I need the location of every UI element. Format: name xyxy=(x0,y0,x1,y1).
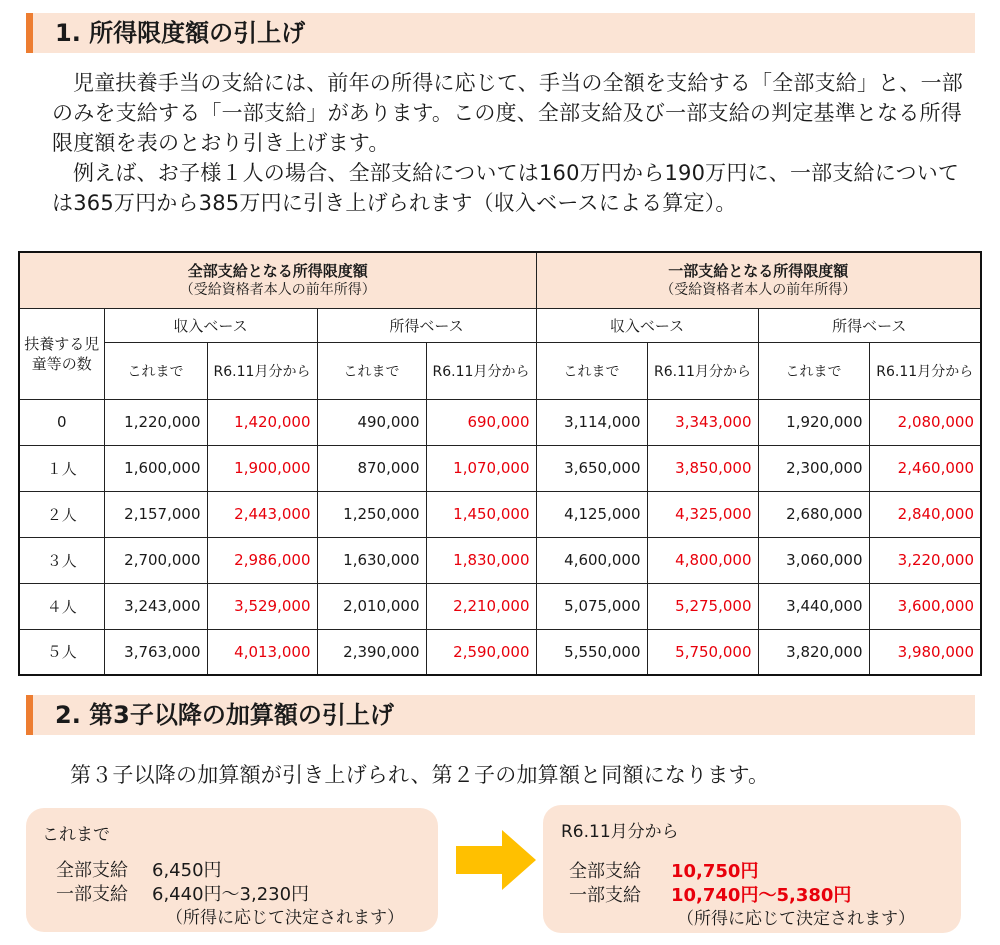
new-limit-cell: 2,080,000 xyxy=(869,399,981,445)
new-limit-cell: 3,529,000 xyxy=(207,583,317,629)
old-limit-cell: 2,390,000 xyxy=(317,629,426,675)
new-limit-cell: 4,800,000 xyxy=(647,537,758,583)
after-box-label: R6.11月分から xyxy=(561,822,679,842)
new-limit-cell: 1,900,000 xyxy=(207,445,317,491)
partial-earnings-base-header: 所得ベース xyxy=(758,308,981,342)
full-payment-subtitle: （受給資格者本人の前年所得） xyxy=(179,282,376,299)
col-after: R6.11月分から xyxy=(426,342,536,399)
table-row xyxy=(19,583,981,629)
section-1-header xyxy=(26,13,975,53)
old-limit-cell: 5,075,000 xyxy=(536,583,647,629)
new-limit-cell: 1,420,000 xyxy=(207,399,317,445)
full-income-base-header: 収入ベース xyxy=(104,308,317,342)
before-partial-value: 6,440円～3,230円 xyxy=(152,884,310,905)
old-limit-cell: 4,600,000 xyxy=(536,537,647,583)
row-label: ５人 xyxy=(19,629,104,675)
after-full-value: 10,750円 xyxy=(671,861,759,882)
full-payment-title: 全部支給となる所得限度額 xyxy=(187,262,368,281)
after-partial-label: 一部支給 xyxy=(569,885,641,906)
old-limit-cell: 3,820,000 xyxy=(758,629,869,675)
section-accent-bar xyxy=(26,13,33,53)
children-count-header: 扶養する児童等の数 xyxy=(19,308,104,399)
old-limit-cell: 2,680,000 xyxy=(758,491,869,537)
new-limit-cell: 3,220,000 xyxy=(869,537,981,583)
before-amount-box xyxy=(26,808,438,932)
new-limit-cell: 5,275,000 xyxy=(647,583,758,629)
col-before: これまで xyxy=(536,342,647,399)
section-1-body xyxy=(52,68,972,218)
old-limit-cell: 1,220,000 xyxy=(104,399,207,445)
old-limit-cell: 1,920,000 xyxy=(758,399,869,445)
partial-income-base-header: 収入ベース xyxy=(536,308,758,342)
old-limit-cell: 2,010,000 xyxy=(317,583,426,629)
new-limit-cell: 2,590,000 xyxy=(426,629,536,675)
section-2-title: 2. 第3子以降の加算額の引上げ xyxy=(55,701,394,729)
new-limit-cell: 1,830,000 xyxy=(426,537,536,583)
col-before: これまで xyxy=(758,342,869,399)
col-before: これまで xyxy=(317,342,426,399)
new-limit-cell: 4,013,000 xyxy=(207,629,317,675)
col-after: R6.11月分から xyxy=(647,342,758,399)
new-limit-cell: 690,000 xyxy=(426,399,536,445)
section-2-header xyxy=(26,695,975,735)
section-accent-bar xyxy=(26,695,33,735)
new-limit-cell: 4,325,000 xyxy=(647,491,758,537)
table-row xyxy=(19,537,981,583)
row-label: ４人 xyxy=(19,583,104,629)
table-row xyxy=(19,491,981,537)
income-limit-table xyxy=(18,251,982,676)
old-limit-cell: 1,250,000 xyxy=(317,491,426,537)
old-limit-cell: 3,060,000 xyxy=(758,537,869,583)
before-full-value: 6,450円 xyxy=(152,860,222,881)
old-limit-cell: 870,000 xyxy=(317,445,426,491)
before-full-label: 全部支給 xyxy=(56,860,128,881)
old-limit-cell: 2,300,000 xyxy=(758,445,869,491)
after-note: （所得に応じて決定されます） xyxy=(677,909,915,929)
after-full-label: 全部支給 xyxy=(569,861,641,882)
old-limit-cell: 490,000 xyxy=(317,399,426,445)
partial-payment-title: 一部支給となる所得限度額 xyxy=(668,262,849,281)
new-limit-cell: 2,210,000 xyxy=(426,583,536,629)
arrow-right-icon xyxy=(456,830,536,890)
old-limit-cell: 1,630,000 xyxy=(317,537,426,583)
row-label: 0 xyxy=(19,399,104,445)
new-limit-cell: 1,450,000 xyxy=(426,491,536,537)
col-after: R6.11月分から xyxy=(869,342,981,399)
row-label: １人 xyxy=(19,445,104,491)
table-row xyxy=(19,629,981,675)
new-limit-cell: 3,600,000 xyxy=(869,583,981,629)
old-limit-cell: 4,125,000 xyxy=(536,491,647,537)
new-limit-cell: 2,986,000 xyxy=(207,537,317,583)
after-amount-box xyxy=(543,805,961,933)
before-note: （所得に応じて決定されます） xyxy=(166,908,404,928)
old-limit-cell: 3,440,000 xyxy=(758,583,869,629)
new-limit-cell: 3,850,000 xyxy=(647,445,758,491)
section-1-title: 1. 所得限度額の引上げ xyxy=(55,19,306,47)
old-limit-cell: 5,550,000 xyxy=(536,629,647,675)
new-limit-cell: 5,750,000 xyxy=(647,629,758,675)
table-row xyxy=(19,445,981,491)
partial-payment-header xyxy=(536,252,981,308)
after-partial-value: 10,740円～5,380円 xyxy=(671,885,852,906)
old-limit-cell: 1,600,000 xyxy=(104,445,207,491)
section-2-body: 第３子以降の加算額が引き上げられ、第２子の加算額と同額になります。 xyxy=(70,763,770,787)
new-limit-cell: 3,980,000 xyxy=(869,629,981,675)
old-limit-cell: 3,243,000 xyxy=(104,583,207,629)
new-limit-cell: 2,840,000 xyxy=(869,491,981,537)
row-label: ３人 xyxy=(19,537,104,583)
old-limit-cell: 3,763,000 xyxy=(104,629,207,675)
row-label: ２人 xyxy=(19,491,104,537)
section-1-paragraph-1: 児童扶養手当の支給には、前年の所得に応じて、手当の全額を支給する「全部支給」と、一部のみを支給する「一部支給」があります。この度、全部支給及び一部支給の判定基準となる所得限度額を表のとおり引き上げます。 xyxy=(52,71,963,155)
partial-payment-subtitle: （受給資格者本人の前年所得） xyxy=(660,282,857,299)
before-partial-label: 一部支給 xyxy=(56,884,128,905)
col-before: これまで xyxy=(104,342,207,399)
new-limit-cell: 3,343,000 xyxy=(647,399,758,445)
old-limit-cell: 2,700,000 xyxy=(104,537,207,583)
new-limit-cell: 2,460,000 xyxy=(869,445,981,491)
section-1-paragraph-2: 例えば、お子様１人の場合、全部支給については160万円から190万円に、一部支給については365万円から385万円に引き上げられます（収入ベースによる算定）。 xyxy=(52,161,960,215)
before-box-label: これまで xyxy=(42,825,110,845)
table-row xyxy=(19,399,981,445)
old-limit-cell: 3,114,000 xyxy=(536,399,647,445)
old-limit-cell: 3,650,000 xyxy=(536,445,647,491)
old-limit-cell: 2,157,000 xyxy=(104,491,207,537)
new-limit-cell: 1,070,000 xyxy=(426,445,536,491)
full-payment-header xyxy=(19,252,536,308)
col-after: R6.11月分から xyxy=(207,342,317,399)
full-earnings-base-header: 所得ベース xyxy=(317,308,536,342)
new-limit-cell: 2,443,000 xyxy=(207,491,317,537)
